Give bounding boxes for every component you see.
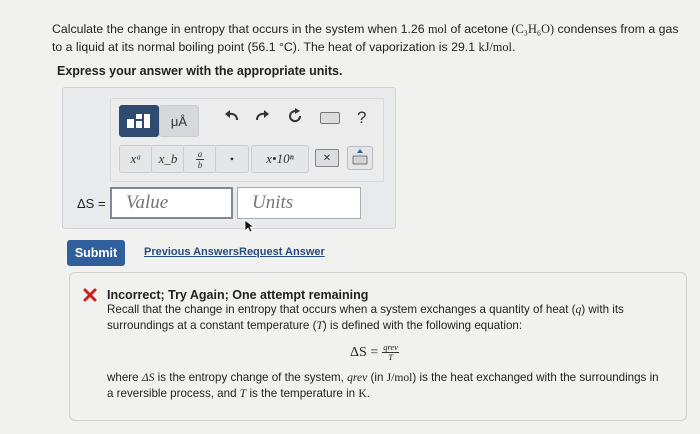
request-answer-link[interactable]: Request Answer xyxy=(239,246,325,258)
previous-answers-link[interactable]: Previous Answers xyxy=(144,246,239,258)
reset-icon[interactable] xyxy=(286,107,304,130)
fraction-num: a xyxy=(197,148,203,159)
incorrect-x-icon xyxy=(82,287,98,303)
sci-notation-button[interactable] xyxy=(251,145,309,173)
subscript-label: x_b xyxy=(158,151,178,166)
keyboard-toggle-button[interactable] xyxy=(347,146,373,170)
superscript-label: xᵃ xyxy=(130,151,142,166)
templates-button[interactable] xyxy=(119,105,159,137)
instruction-text: Express your answer with the appropriate units. xyxy=(57,64,343,78)
templates-icon xyxy=(125,111,153,131)
fraction-button[interactable] xyxy=(183,145,217,173)
feedback-paragraph-1: Recall that the change in entropy that occurs when a system exchanges a quantity of heat (q) with its surroundings at a constant temperature (T) is defined with the following equation: xyxy=(107,303,624,332)
units-input[interactable] xyxy=(237,187,361,219)
submit-button[interactable]: Submit xyxy=(67,240,125,266)
equation-denominator: T xyxy=(388,352,393,362)
sci-notation-label: x•10ⁿ xyxy=(266,151,294,166)
fraction-den: b xyxy=(197,159,203,170)
redo-icon[interactable] xyxy=(253,107,271,130)
mouse-cursor-icon xyxy=(244,219,256,233)
dot-button[interactable]: • xyxy=(215,145,249,173)
units-button[interactable]: μÅ xyxy=(159,105,199,137)
keyboard-toggle-icon xyxy=(348,147,372,169)
undo-icon[interactable] xyxy=(223,107,241,130)
value-input[interactable] xyxy=(110,187,233,219)
delta-s-label: ΔS = xyxy=(77,196,106,211)
question-text: Calculate the change in entropy that occurs in the system when 1.26 mol of acetone (C₃H₆O) condenses from a gas to a liquid at its normal boiling point (56.1 °C). The heat of vaporization is 29.1 kJ/mol. xyxy=(52,22,679,54)
delete-icon[interactable]: ✕ xyxy=(315,149,339,167)
keyboard-icon[interactable] xyxy=(320,112,340,124)
equation-fraction xyxy=(382,343,399,362)
subscript-button[interactable] xyxy=(151,145,185,173)
equation-numerator: qrev xyxy=(383,342,398,352)
feedback-paragraph-2: where ΔS is the entropy change of the system, qrev (in J/mol) is the heat exchanged with the surroundings in a reversible process, and T is the temperature in K. xyxy=(107,371,659,400)
superscript-button[interactable] xyxy=(119,145,153,173)
entropy-equation xyxy=(350,343,399,362)
feedback-title: Incorrect; Try Again; One attempt remaining xyxy=(107,288,369,302)
help-icon[interactable]: ? xyxy=(357,108,367,127)
equation-lhs: ΔS = xyxy=(350,344,379,360)
math-toolbar xyxy=(110,98,384,182)
